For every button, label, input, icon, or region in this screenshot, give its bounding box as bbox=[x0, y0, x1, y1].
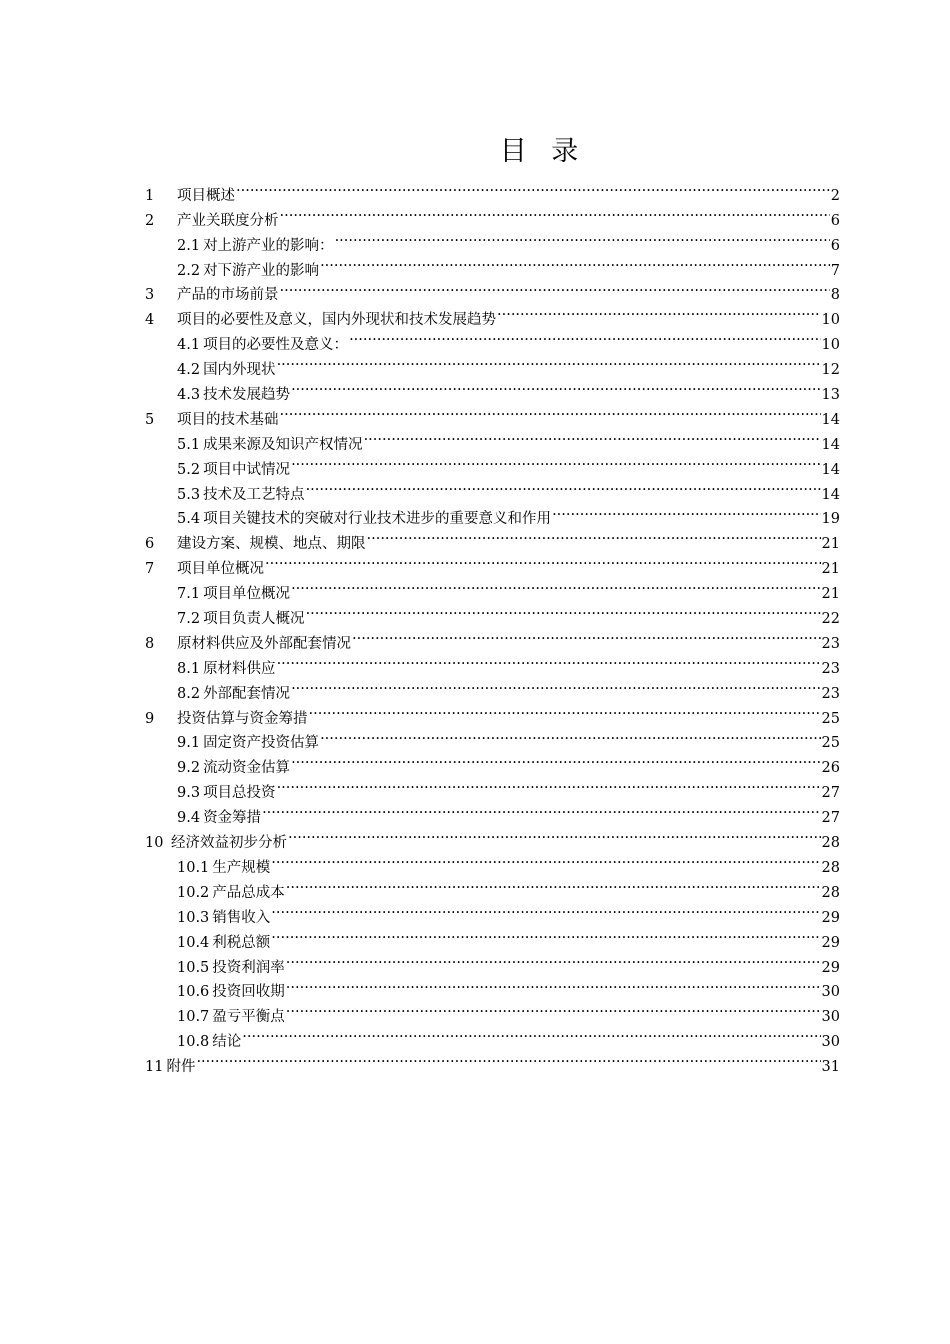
toc-entry-number: 9.3 bbox=[177, 785, 201, 802]
toc-entry-number: 9.2 bbox=[177, 760, 201, 777]
toc-dot-leader bbox=[277, 349, 821, 374]
toc-entry-number: 4.2 bbox=[177, 362, 201, 379]
toc-entry-number: 8.2 bbox=[177, 685, 201, 702]
toc-entry-title: 国内外现状 bbox=[203, 362, 276, 379]
toc-entry-title: 项目总投资 bbox=[203, 785, 276, 802]
toc-entry-page-number: 22 bbox=[821, 611, 840, 628]
toc-entry-page-number: 25 bbox=[821, 710, 840, 727]
toc-entry-title: 项目单位概况 bbox=[203, 586, 291, 603]
toc-entry-title: 流动资金估算 bbox=[203, 760, 291, 777]
toc-entry-page-number: 27 bbox=[821, 810, 840, 827]
toc-dot-leader bbox=[262, 797, 820, 822]
toc-entry-number: 10 bbox=[145, 835, 164, 852]
toc-entry-title: 技术及工艺特点 bbox=[203, 486, 305, 503]
toc-dot-leader bbox=[288, 822, 821, 847]
toc-dot-leader bbox=[265, 548, 821, 573]
toc-entry-page-number: 28 bbox=[821, 859, 840, 876]
toc-dot-leader bbox=[367, 523, 821, 548]
toc-entry-title: 附件 bbox=[166, 1059, 196, 1076]
toc-entry-page-number: 14 bbox=[821, 411, 840, 428]
toc-entry-number: 10.2 bbox=[177, 884, 210, 901]
toc-entry-title: 项目概述 bbox=[177, 187, 235, 204]
toc-dot-leader bbox=[277, 772, 821, 797]
toc-dot-leader bbox=[291, 374, 820, 399]
toc-entry[interactable] bbox=[145, 200, 840, 229]
toc-entry-title: 项目的必要性及意义： bbox=[203, 337, 349, 354]
toc-entry-title: 产业关联度分析 bbox=[177, 212, 279, 229]
toc-entry-page-number: 10 bbox=[821, 312, 840, 329]
toc-dot-leader bbox=[242, 1021, 820, 1046]
toc-entry-page-number: 27 bbox=[821, 785, 840, 802]
toc-entry-page-number: 7 bbox=[830, 262, 840, 279]
toc-entry-title: 对下游产业的影响 bbox=[203, 262, 320, 279]
toc-dot-leader bbox=[286, 996, 821, 1021]
toc-dot-leader bbox=[349, 324, 820, 349]
toc-entry-title: 利税总额 bbox=[212, 934, 271, 951]
toc-entry-page-number: 30 bbox=[821, 1009, 840, 1026]
toc-entry-page-number: 26 bbox=[821, 760, 840, 777]
toc-entry-number: 10.7 bbox=[177, 1009, 210, 1026]
toc-entry-page-number: 29 bbox=[821, 909, 840, 926]
toc-entry-title: 投资利润率 bbox=[212, 959, 285, 976]
toc-dot-leader bbox=[196, 1046, 820, 1071]
toc-dot-leader bbox=[291, 449, 820, 474]
toc-entry-title: 项目中试情况 bbox=[203, 461, 291, 478]
toc-entry-number: 8 bbox=[145, 635, 155, 652]
toc-entry-number: 7 bbox=[145, 561, 155, 578]
toc-dot-leader bbox=[306, 598, 821, 623]
toc-dot-leader bbox=[306, 474, 821, 499]
toc-entry-number: 6 bbox=[145, 536, 155, 553]
toc-dot-leader bbox=[271, 897, 820, 922]
toc-dot-leader bbox=[352, 623, 821, 648]
toc-entry-title: 销售收入 bbox=[212, 909, 271, 926]
toc-entry-page-number: 23 bbox=[821, 635, 840, 652]
toc-entry-title: 投资回收期 bbox=[212, 984, 285, 1001]
toc-dot-leader bbox=[286, 972, 821, 997]
toc-entry-title: 项目的必要性及意义，国内外现状和技术发展趋势 bbox=[177, 312, 496, 329]
toc-dot-leader bbox=[320, 250, 830, 275]
toc-entry[interactable] bbox=[145, 1046, 840, 1076]
toc-dot-leader bbox=[286, 872, 821, 897]
toc-entry-number: 1 bbox=[145, 187, 155, 204]
toc-entry-title: 对上游产业的影响： bbox=[203, 237, 334, 254]
toc-dot-leader bbox=[309, 698, 821, 723]
toc-title: 目 录 bbox=[499, 136, 587, 167]
toc-entry-number: 10.4 bbox=[177, 934, 210, 951]
toc-entry-title: 生产规模 bbox=[212, 859, 271, 876]
toc-entry-page-number: 25 bbox=[821, 735, 840, 752]
toc-entry-number: 9.4 bbox=[177, 810, 201, 827]
toc-entry-number: 9.1 bbox=[177, 735, 201, 752]
toc-entry-page-number: 6 bbox=[830, 212, 840, 229]
toc-entry-title: 项目负责人概况 bbox=[203, 611, 305, 628]
toc-entry-title: 结论 bbox=[212, 1034, 242, 1051]
toc-dot-leader bbox=[335, 225, 830, 250]
toc-dot-leader bbox=[364, 424, 821, 449]
toc-dot-leader bbox=[236, 175, 830, 200]
toc-entry-page-number: 14 bbox=[821, 436, 840, 453]
toc-entry-title: 原材料供应 bbox=[203, 660, 276, 677]
toc-entry-number: 7.2 bbox=[177, 611, 201, 628]
toc-entry-page-number: 10 bbox=[821, 337, 840, 354]
toc-entry-title: 原材料供应及外部配套情况 bbox=[177, 635, 351, 652]
toc-entry-number: 5.4 bbox=[177, 511, 201, 528]
toc-entry-title: 项目的技术基础 bbox=[177, 411, 279, 428]
toc-entry-page-number: 31 bbox=[821, 1059, 840, 1076]
toc-entry-page-number: 29 bbox=[821, 959, 840, 976]
toc-entry-number: 3 bbox=[145, 287, 155, 304]
toc-dot-leader bbox=[286, 947, 821, 972]
toc-entry[interactable] bbox=[145, 175, 840, 204]
toc-entry-page-number: 23 bbox=[821, 685, 840, 702]
toc-entry-number: 2.2 bbox=[177, 262, 201, 279]
toc-dot-leader bbox=[320, 723, 820, 748]
toc-entry-page-number: 21 bbox=[821, 561, 840, 578]
toc-dot-leader bbox=[280, 399, 821, 424]
toc-dot-leader bbox=[291, 673, 820, 698]
toc-entry-number: 2 bbox=[145, 212, 155, 229]
toc-entry-page-number: 6 bbox=[830, 237, 840, 254]
toc-entry-page-number: 2 bbox=[830, 187, 840, 204]
toc-entry[interactable] bbox=[145, 1021, 840, 1051]
toc-entry-page-number: 21 bbox=[821, 536, 840, 553]
toc-entry-number: 10.3 bbox=[177, 909, 210, 926]
toc-entry-title: 资金筹措 bbox=[203, 810, 262, 827]
toc-entry-page-number: 13 bbox=[821, 387, 840, 404]
toc-entry-page-number: 28 bbox=[821, 835, 840, 852]
toc-entry-page-number: 12 bbox=[821, 362, 840, 379]
toc-dot-leader bbox=[280, 275, 830, 300]
toc-entry-title: 投资估算与资金筹措 bbox=[177, 710, 308, 727]
toc-entry-page-number: 21 bbox=[821, 586, 840, 603]
toc-entry-page-number: 8 bbox=[830, 287, 840, 304]
toc-dot-leader bbox=[552, 499, 820, 524]
toc-entry-number: 5.1 bbox=[177, 436, 201, 453]
toc-entry-title: 建设方案、规模、地点、期限 bbox=[177, 536, 366, 553]
toc-entry-title: 外部配套情况 bbox=[203, 685, 291, 702]
toc-dot-leader bbox=[271, 847, 820, 872]
toc-dot-leader bbox=[291, 573, 820, 598]
toc-entry-number: 11 bbox=[145, 1059, 164, 1076]
toc-entry-title: 固定资产投资估算 bbox=[203, 735, 320, 752]
toc-entry-number: 4.3 bbox=[177, 387, 201, 404]
toc-entry-page-number: 14 bbox=[821, 486, 840, 503]
toc-dot-leader bbox=[291, 747, 820, 772]
toc-entry-page-number: 30 bbox=[821, 984, 840, 1001]
toc-entry-title: 成果来源及知识产权情况 bbox=[203, 436, 363, 453]
toc-entry-number: 10.5 bbox=[177, 959, 210, 976]
toc-entry-page-number: 23 bbox=[821, 660, 840, 677]
toc-dot-leader bbox=[271, 922, 820, 947]
toc-entry-number: 4 bbox=[145, 312, 155, 329]
toc-entry-title: 产品的市场前景 bbox=[177, 287, 279, 304]
table-of-contents bbox=[145, 175, 840, 1076]
toc-entry-number: 5.2 bbox=[177, 461, 201, 478]
toc-entry-number: 10.6 bbox=[177, 984, 210, 1001]
toc-entry-number: 10.1 bbox=[177, 859, 210, 876]
toc-entry-page-number: 28 bbox=[821, 884, 840, 901]
toc-entry-number: 5.3 bbox=[177, 486, 201, 503]
toc-dot-leader bbox=[277, 648, 821, 673]
toc-entry-page-number: 30 bbox=[821, 1034, 840, 1051]
toc-entry-page-number: 19 bbox=[821, 511, 840, 528]
toc-entry-number: 5 bbox=[145, 411, 155, 428]
toc-entry-page-number: 29 bbox=[821, 934, 840, 951]
toc-entry-number: 2.1 bbox=[177, 237, 201, 254]
toc-entry-title: 技术发展趋势 bbox=[203, 387, 291, 404]
toc-entry-title: 盈亏平衡点 bbox=[212, 1009, 285, 1026]
toc-entry-title: 项目单位概况 bbox=[177, 561, 264, 578]
toc-entry-number: 7.1 bbox=[177, 586, 201, 603]
toc-entry-number: 9 bbox=[145, 710, 155, 727]
toc-entry-number: 4.1 bbox=[177, 337, 201, 354]
toc-entry-number: 8.1 bbox=[177, 660, 201, 677]
toc-entry-title: 经济效益初步分析 bbox=[171, 835, 287, 852]
toc-entry-title: 产品总成本 bbox=[212, 884, 285, 901]
toc-dot-leader bbox=[497, 299, 821, 324]
toc-entry-page-number: 14 bbox=[821, 461, 840, 478]
toc-entry-number: 10.8 bbox=[177, 1034, 210, 1051]
toc-entry-title: 项目关键技术的突破对行业技术进步的重要意义和作用 bbox=[203, 511, 552, 528]
toc-dot-leader bbox=[280, 200, 830, 225]
